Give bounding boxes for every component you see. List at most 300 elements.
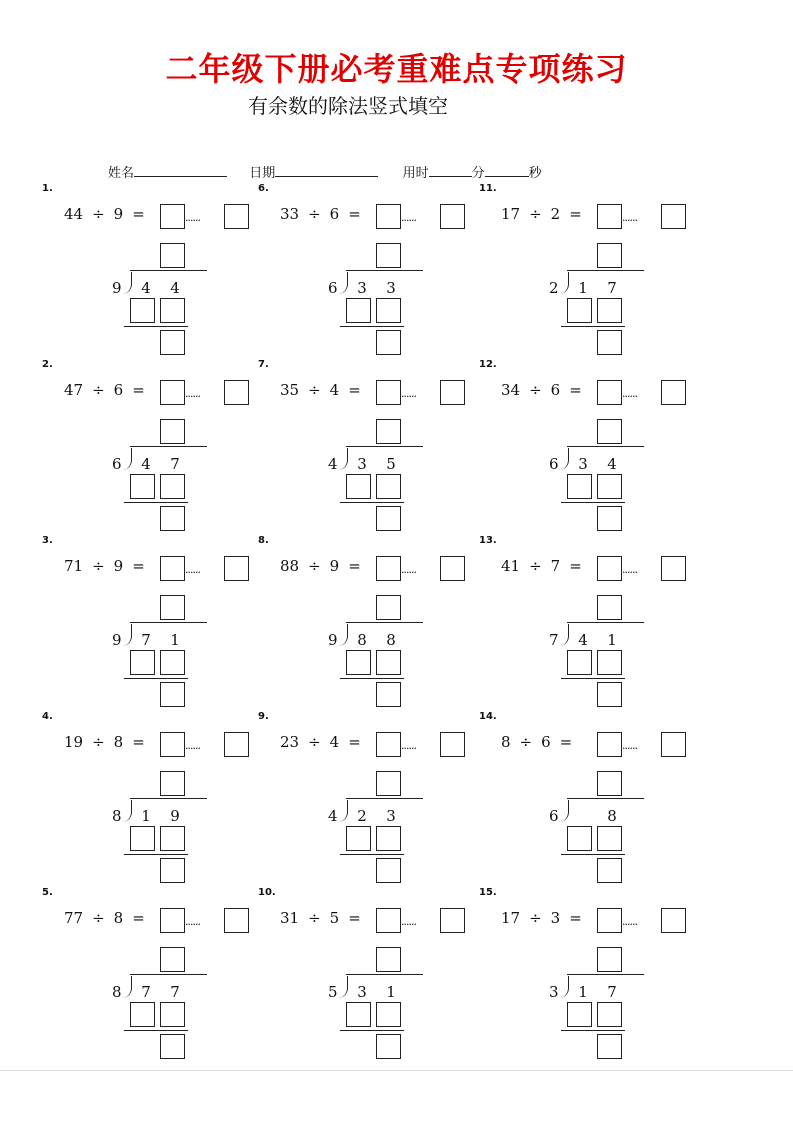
divisor: 8 [113, 909, 124, 927]
div-sign: ÷ [519, 733, 533, 751]
div-sign: ÷ [308, 381, 321, 399]
problem-number: 7. [258, 359, 269, 370]
product-tens-box[interactable] [346, 474, 371, 499]
divisor: 5 [329, 909, 340, 927]
long-division-divisor: 9 [328, 631, 338, 649]
dividend-ones-digit: 7 [170, 455, 180, 473]
equation [280, 557, 361, 575]
dividend-tens-digit: 2 [357, 807, 367, 825]
equation [280, 381, 361, 399]
long-division-quotient-box[interactable] [597, 771, 622, 796]
problem-number: 15. [479, 887, 497, 898]
remainder-answer-box[interactable] [224, 732, 249, 757]
remainder-dots: ······ [401, 566, 416, 579]
name-label: 姓名 [108, 166, 135, 181]
subtraction-line [340, 1030, 404, 1031]
remainder-box[interactable] [597, 1034, 622, 1059]
problem-number: 13. [479, 535, 497, 546]
equals-sign: = [569, 909, 582, 927]
dividend: 23 [280, 733, 300, 751]
equation [501, 557, 582, 575]
problem-card [479, 359, 709, 534]
quotient-answer-box[interactable] [376, 380, 401, 405]
remainder-dots: ······ [401, 390, 416, 403]
dividend-ones-digit: 9 [170, 807, 180, 825]
remainder-dots: ······ [622, 390, 637, 403]
remainder-box[interactable] [376, 330, 401, 355]
name-field[interactable] [134, 164, 227, 177]
product-tens-box[interactable] [567, 826, 592, 851]
dividend: 41 [501, 557, 521, 575]
minutes-label: 分 [471, 166, 485, 181]
division-bracket [559, 976, 569, 998]
dividend: 19 [64, 733, 84, 751]
product-tens-box[interactable] [346, 650, 371, 675]
divisor: 6 [541, 733, 551, 751]
remainder-dots: ······ [185, 742, 200, 755]
long-division-quotient-box[interactable] [376, 947, 401, 972]
dividend: 35 [280, 381, 300, 399]
remainder-answer-box[interactable] [661, 732, 686, 757]
long-division-quotient-box[interactable] [597, 595, 622, 620]
problem-number: 5. [42, 887, 53, 898]
remainder-dots: ······ [622, 214, 637, 227]
equation [64, 557, 145, 575]
long-division-divisor: 2 [549, 279, 559, 297]
product-ones-box[interactable] [597, 826, 622, 851]
seconds-field[interactable] [485, 164, 529, 177]
remainder-dots: ······ [401, 214, 416, 227]
dividend-ones-digit: 4 [170, 279, 180, 297]
dividend-tens-digit: 4 [141, 279, 151, 297]
dividend: 31 [280, 909, 300, 927]
problem-card [479, 887, 709, 1062]
subtraction-line [561, 502, 625, 503]
long-division-quotient-box[interactable] [376, 243, 401, 268]
long-division-divisor: 9 [112, 279, 122, 297]
remainder-answer-box[interactable] [440, 732, 465, 757]
remainder-box[interactable] [597, 330, 622, 355]
remainder-answer-box[interactable] [224, 380, 249, 405]
remainder-dots: ······ [185, 390, 200, 403]
division-bracket [122, 800, 132, 822]
time-label: 用时 [402, 166, 429, 181]
division-bracket [559, 272, 569, 294]
divisor: 9 [329, 557, 340, 575]
equals-sign: = [132, 557, 145, 575]
dividend-ones-digit: 3 [386, 807, 396, 825]
remainder-dots: ······ [401, 918, 416, 931]
dividend: 17 [501, 909, 521, 927]
problem-card [42, 887, 272, 1062]
remainder-answer-box[interactable] [440, 908, 465, 933]
division-bracket [122, 624, 132, 646]
dividend-ones-digit: 7 [607, 279, 617, 297]
division-bar [346, 270, 423, 271]
division-bar [130, 974, 207, 975]
remainder-answer-box[interactable] [661, 908, 686, 933]
problem-number: 12. [479, 359, 497, 370]
problem-card [258, 359, 488, 534]
dividend-tens-digit: 3 [357, 983, 367, 1001]
dividend: 17 [501, 205, 521, 223]
problem-number: 11. [479, 183, 497, 194]
long-division-divisor: 8 [112, 807, 122, 825]
division-bracket [559, 624, 569, 646]
dividend-ones-digit: 1 [170, 631, 180, 649]
problem-card [258, 711, 488, 886]
equals-sign: = [569, 381, 582, 399]
problem-number: 6. [258, 183, 269, 194]
division-bracket [338, 976, 348, 998]
long-division-quotient-box[interactable] [376, 595, 401, 620]
quotient-answer-box[interactable] [597, 908, 622, 933]
remainder-dots: ······ [401, 742, 416, 755]
problem-card [42, 711, 272, 886]
quotient-answer-box[interactable] [160, 556, 185, 581]
remainder-box[interactable] [160, 682, 185, 707]
equation [64, 205, 145, 223]
division-bar [567, 270, 644, 271]
remainder-answer-box[interactable] [661, 556, 686, 581]
remainder-answer-box[interactable] [440, 204, 465, 229]
division-bar [567, 622, 644, 623]
dividend-tens-digit: 1 [578, 983, 588, 1001]
subtraction-line [561, 854, 625, 855]
remainder-box[interactable] [597, 682, 622, 707]
product-ones-box[interactable] [597, 298, 622, 323]
equals-sign: = [569, 205, 582, 223]
div-sign: ÷ [92, 381, 105, 399]
product-ones-box[interactable] [376, 474, 401, 499]
equals-sign: = [132, 205, 145, 223]
division-bar [346, 446, 423, 447]
div-sign: ÷ [529, 557, 542, 575]
dividend-tens-digit: 3 [578, 455, 588, 473]
dividend-tens-digit: 1 [141, 807, 151, 825]
remainder-box[interactable] [160, 506, 185, 531]
equals-sign: = [348, 381, 361, 399]
divisor: 9 [113, 205, 124, 223]
divisor: 6 [329, 205, 340, 223]
product-ones-box[interactable] [597, 1002, 622, 1027]
dividend-tens-digit: 7 [141, 983, 151, 1001]
long-division-quotient-box[interactable] [597, 947, 622, 972]
long-division-quotient-box[interactable] [160, 947, 185, 972]
long-division-quotient-box[interactable] [376, 419, 401, 444]
subtraction-line [340, 854, 404, 855]
dividend-tens-digit: 7 [141, 631, 151, 649]
div-sign: ÷ [308, 733, 321, 751]
problem-number: 4. [42, 711, 53, 722]
remainder-dots: ······ [185, 918, 200, 931]
div-sign: ÷ [308, 205, 321, 223]
problem-number: 1. [42, 183, 53, 194]
product-tens-box[interactable] [346, 298, 371, 323]
division-bracket [122, 448, 132, 470]
product-ones-box[interactable] [376, 650, 401, 675]
product-tens-box[interactable] [346, 1002, 371, 1027]
remainder-answer-box[interactable] [440, 556, 465, 581]
equals-sign: = [348, 205, 361, 223]
long-division-quotient-box[interactable] [376, 771, 401, 796]
product-ones-box[interactable] [376, 826, 401, 851]
problem-card [42, 183, 272, 358]
quotient-answer-box[interactable] [597, 204, 622, 229]
product-tens-box[interactable] [567, 298, 592, 323]
remainder-dots: ······ [622, 918, 637, 931]
dividend: 47 [64, 381, 84, 399]
remainder-box[interactable] [160, 1034, 185, 1059]
division-bracket [338, 448, 348, 470]
dividend-tens-digit: 8 [357, 631, 367, 649]
product-tens-box[interactable] [346, 826, 371, 851]
subtraction-line [124, 1030, 188, 1031]
product-tens-box[interactable] [130, 826, 155, 851]
problem-number: 10. [258, 887, 276, 898]
quotient-answer-box[interactable] [160, 380, 185, 405]
divisor: 8 [113, 733, 124, 751]
equals-sign: = [132, 909, 145, 927]
dividend: 88 [280, 557, 300, 575]
product-tens-box[interactable] [130, 474, 155, 499]
long-division-divisor: 6 [112, 455, 122, 473]
dividend-ones-digit: 1 [607, 631, 617, 649]
quotient-answer-box[interactable] [597, 380, 622, 405]
div-sign: ÷ [529, 205, 542, 223]
remainder-box[interactable] [376, 858, 401, 883]
equation [501, 909, 582, 927]
div-sign: ÷ [308, 909, 321, 927]
divisor: 2 [550, 205, 561, 223]
subtraction-line [561, 678, 625, 679]
problem-card [42, 359, 272, 534]
divisor: 4 [329, 733, 340, 751]
long-division-quotient-box[interactable] [160, 243, 185, 268]
dividend-ones-digit: 1 [386, 983, 396, 1001]
divisor: 6 [113, 381, 124, 399]
long-division-divisor: 6 [328, 279, 338, 297]
problem-card [258, 887, 488, 1062]
dividend-ones-digit: 4 [607, 455, 617, 473]
divisor: 6 [550, 381, 561, 399]
division-bracket [559, 448, 569, 470]
dividend-tens-digit: 3 [357, 279, 367, 297]
subtraction-line [561, 1030, 625, 1031]
equals-sign: = [348, 557, 361, 575]
dividend-ones-digit: 7 [170, 983, 180, 1001]
division-bracket [122, 976, 132, 998]
div-sign: ÷ [92, 205, 105, 223]
div-sign: ÷ [92, 909, 105, 927]
problem-number: 3. [42, 535, 53, 546]
problem-number: 14. [479, 711, 497, 722]
long-division-divisor: 5 [328, 983, 338, 1001]
remainder-dots: ······ [185, 214, 200, 227]
division-bar [567, 446, 644, 447]
divisor: 4 [329, 381, 340, 399]
remainder-dots: ······ [185, 566, 200, 579]
product-tens-box[interactable] [567, 474, 592, 499]
equation [280, 909, 361, 927]
subtraction-line [124, 678, 188, 679]
product-tens-box[interactable] [130, 1002, 155, 1027]
product-ones-box[interactable] [160, 650, 185, 675]
product-ones-box[interactable] [160, 298, 185, 323]
product-ones-box[interactable] [376, 1002, 401, 1027]
problem-card [479, 711, 709, 886]
equation [501, 205, 582, 223]
long-division-divisor: 8 [112, 983, 122, 1001]
division-bracket [559, 800, 569, 822]
long-division-divisor: 9 [112, 631, 122, 649]
product-ones-box[interactable] [597, 650, 622, 675]
equals-sign: = [569, 557, 582, 575]
equation [280, 733, 361, 751]
remainder-box[interactable] [376, 506, 401, 531]
dividend-tens-digit: 4 [578, 631, 588, 649]
dividend-ones-digit: 8 [607, 807, 617, 825]
division-bar [130, 270, 207, 271]
long-division-divisor: 7 [549, 631, 559, 649]
long-division-divisor: 6 [549, 455, 559, 473]
remainder-box[interactable] [376, 1034, 401, 1059]
remainder-answer-box[interactable] [224, 204, 249, 229]
quotient-answer-box[interactable] [376, 732, 401, 757]
quotient-answer-box[interactable] [160, 204, 185, 229]
subtraction-line [340, 678, 404, 679]
long-division-quotient-box[interactable] [597, 243, 622, 268]
dividend: 44 [64, 205, 84, 223]
dividend-ones-digit: 8 [386, 631, 396, 649]
problem-card [479, 535, 709, 710]
product-ones-box[interactable] [597, 474, 622, 499]
subtraction-line [340, 326, 404, 327]
problem-card [258, 183, 488, 358]
division-bracket [338, 272, 348, 294]
division-bar [130, 446, 207, 447]
problem-number: 9. [258, 711, 269, 722]
division-bracket [338, 800, 348, 822]
long-division-quotient-box[interactable] [597, 419, 622, 444]
date-label: 日期 [249, 166, 276, 181]
equation [501, 381, 582, 399]
dividend-tens-digit: 3 [357, 455, 367, 473]
problem-number: 2. [42, 359, 53, 370]
remainder-answer-box[interactable] [224, 908, 249, 933]
dividend: 8 [501, 733, 511, 751]
equation [64, 381, 145, 399]
div-sign: ÷ [92, 557, 105, 575]
seconds-label: 秒 [528, 166, 542, 181]
equals-sign: = [348, 909, 361, 927]
long-division-quotient-box[interactable] [160, 771, 185, 796]
remainder-box[interactable] [597, 506, 622, 531]
subtraction-line [561, 326, 625, 327]
long-division-divisor: 4 [328, 807, 338, 825]
long-division-divisor: 6 [549, 807, 559, 825]
product-tens-box[interactable] [130, 650, 155, 675]
student-info-line [108, 162, 542, 181]
product-ones-box[interactable] [160, 1002, 185, 1027]
date-field[interactable] [275, 164, 378, 177]
dividend-ones-digit: 3 [386, 279, 396, 297]
division-bracket [122, 272, 132, 294]
quotient-answer-box[interactable] [597, 732, 622, 757]
dividend: 71 [64, 557, 84, 575]
long-division-divisor: 3 [549, 983, 559, 1001]
equals-sign: = [559, 733, 573, 751]
remainder-answer-box[interactable] [224, 556, 249, 581]
division-bar [130, 798, 207, 799]
equals-sign: = [348, 733, 361, 751]
product-ones-box[interactable] [160, 826, 185, 851]
remainder-answer-box[interactable] [440, 380, 465, 405]
equals-sign: = [132, 381, 145, 399]
quotient-answer-box[interactable] [376, 204, 401, 229]
bottom-divider [0, 1070, 793, 1071]
product-tens-box[interactable] [567, 650, 592, 675]
divisor: 9 [113, 557, 124, 575]
product-ones-box[interactable] [160, 474, 185, 499]
long-division-divisor: 4 [328, 455, 338, 473]
remainder-dots: ······ [622, 566, 637, 579]
div-sign: ÷ [308, 557, 321, 575]
equation [280, 205, 361, 223]
long-division-quotient-box[interactable] [160, 595, 185, 620]
quotient-answer-box[interactable] [376, 908, 401, 933]
product-tens-box[interactable] [567, 1002, 592, 1027]
division-bar [346, 622, 423, 623]
problem-number: 8. [258, 535, 269, 546]
division-bar [346, 798, 423, 799]
quotient-answer-box[interactable] [160, 908, 185, 933]
equation [64, 909, 145, 927]
minutes-field[interactable] [429, 164, 472, 177]
equation [64, 733, 145, 751]
remainder-box[interactable] [597, 858, 622, 883]
dividend-ones-digit: 5 [386, 455, 396, 473]
product-tens-box[interactable] [130, 298, 155, 323]
remainder-box[interactable] [376, 682, 401, 707]
div-sign: ÷ [92, 733, 105, 751]
remainder-answer-box[interactable] [661, 204, 686, 229]
remainder-answer-box[interactable] [661, 380, 686, 405]
page-subtitle: 有余数的除法竖式填空 [248, 94, 448, 118]
equals-sign: = [132, 733, 145, 751]
div-sign: ÷ [529, 381, 542, 399]
divisor: 7 [550, 557, 561, 575]
subtraction-line [340, 502, 404, 503]
dividend-ones-digit: 7 [607, 983, 617, 1001]
problem-card [42, 535, 272, 710]
dividend-tens-digit: 1 [578, 279, 588, 297]
quotient-answer-box[interactable] [160, 732, 185, 757]
product-ones-box[interactable] [376, 298, 401, 323]
problem-card [479, 183, 709, 358]
long-division-quotient-box[interactable] [160, 419, 185, 444]
quotient-answer-box[interactable] [597, 556, 622, 581]
div-sign: ÷ [529, 909, 542, 927]
division-bracket [338, 624, 348, 646]
remainder-box[interactable] [160, 330, 185, 355]
equation [501, 733, 572, 751]
subtraction-line [124, 854, 188, 855]
division-bar [130, 622, 207, 623]
quotient-answer-box[interactable] [376, 556, 401, 581]
subtraction-line [124, 326, 188, 327]
remainder-box[interactable] [160, 858, 185, 883]
